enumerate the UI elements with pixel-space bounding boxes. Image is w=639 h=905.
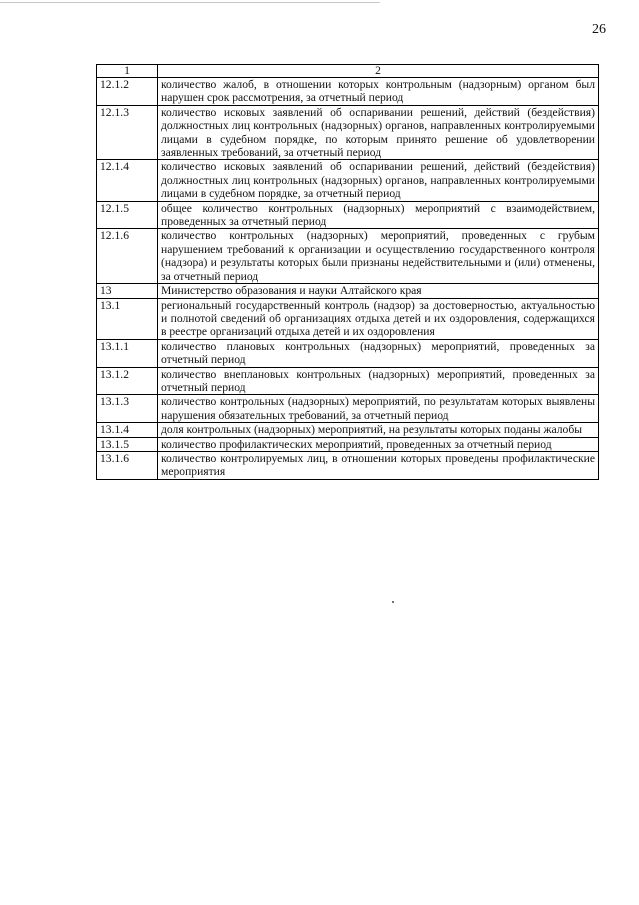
table-row	[97, 160, 599, 201]
row-text: количество внеплановых контрольных (надзорных) мероприятий, проведенных за отчетный период	[158, 367, 599, 395]
row-number: 13.1.3	[97, 395, 158, 423]
row-number: 12.1.2	[97, 78, 158, 106]
row-number: 12.1.4	[97, 160, 158, 201]
table-row	[97, 437, 599, 451]
page-number: 26	[592, 22, 606, 37]
top-rule	[0, 2, 380, 3]
table-row	[97, 339, 599, 367]
row-text: общее количество контрольных (надзорных) мероприятий с взаимодействием, проведенных за отчетный период	[158, 201, 599, 229]
indicators-table	[96, 64, 599, 480]
header-col-1: 1	[97, 65, 158, 78]
row-number: 13	[97, 284, 158, 298]
row-number: 13.1.5	[97, 437, 158, 451]
row-text: количество контрольных (надзорных) мероприятий, проведенных с грубым нарушением требований к организации и осуществлению государственного контроля (надзора) и результаты которых были признаны недействительными и (или) отменены, за отчетный период	[158, 229, 599, 284]
stray-dot	[392, 601, 394, 603]
table-row	[97, 201, 599, 229]
row-text: количество профилактических мероприятий, проведенных за отчетный период	[158, 437, 599, 451]
row-text: количество контрольных (надзорных) мероприятий, по результатам которых выявлены нарушения обязательных требований, за отчетный период	[158, 395, 599, 423]
row-text: количество исковых заявлений об оспаривании решений, действий (бездействия) должностных лиц контрольных (надзорных) органов, направленных контролируемыми лицами в судебном порядке, по которым принято решение об удовлетворении заявленных требований, за отчетный период	[158, 105, 599, 160]
row-number: 12.1.3	[97, 105, 158, 160]
row-text: доля контрольных (надзорных) мероприятий, на результаты которых поданы жалобы	[158, 423, 599, 437]
row-number: 13.1.1	[97, 339, 158, 367]
table-row	[97, 451, 599, 479]
row-number: 12.1.5	[97, 201, 158, 229]
table-row	[97, 78, 599, 106]
table-header-row	[97, 65, 599, 78]
table-row	[97, 395, 599, 423]
row-text: региональный государственный контроль (надзор) за достоверностью, актуальностью и полнотой сведений об организациях отдыха детей и их оздоровления, содержащихся в реестре организаций отдыха детей и их оздоровления	[158, 298, 599, 339]
row-text: количество исковых заявлений об оспаривании решений, действий (бездействия) должностных лиц контрольных (надзорных) органов, направленных контролируемыми лицами в судебном порядке, за отчетный период	[158, 160, 599, 201]
row-number: 13.1.4	[97, 423, 158, 437]
row-number: 12.1.6	[97, 229, 158, 284]
row-text: количество жалоб, в отношении которых контрольным (надзорным) органом был нарушен срок рассмотрения, за отчетный период	[158, 78, 599, 106]
table-row	[97, 284, 599, 298]
row-number: 13.1.6	[97, 451, 158, 479]
row-text: Министерство образования и науки Алтайского края	[158, 284, 599, 298]
header-col-2: 2	[158, 65, 599, 78]
table-row	[97, 298, 599, 339]
table-row	[97, 367, 599, 395]
row-number: 13.1.2	[97, 367, 158, 395]
row-text: количество плановых контрольных (надзорных) мероприятий, проведенных за отчетный период	[158, 339, 599, 367]
row-number: 13.1	[97, 298, 158, 339]
table-row	[97, 423, 599, 437]
table-row	[97, 105, 599, 160]
row-text: количество контролируемых лиц, в отношении которых проведены профилактические мероприятия	[158, 451, 599, 479]
table-row	[97, 229, 599, 284]
